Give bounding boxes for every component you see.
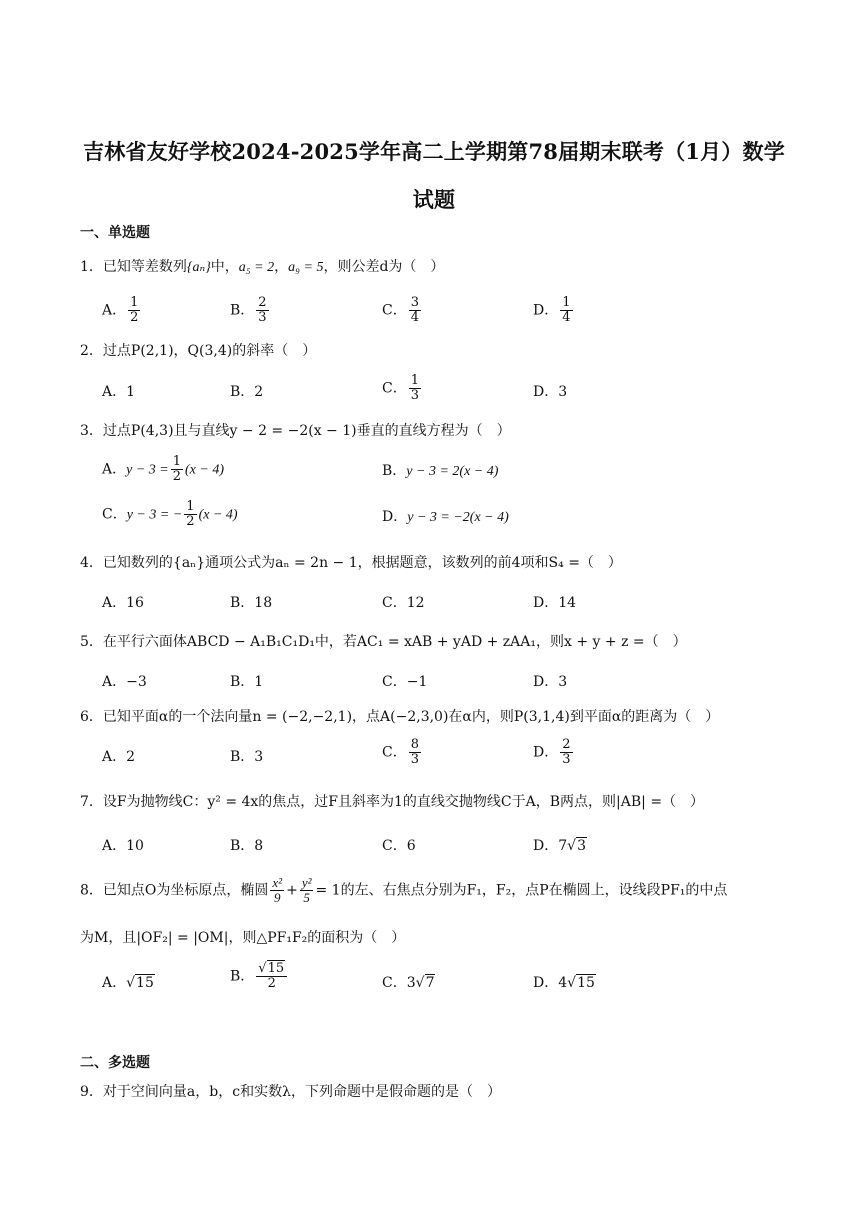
q2-option-a: A．1 [102, 384, 136, 400]
q7-option-d: D．7√3 [533, 838, 586, 854]
question-1: 1．已知等差数列{aₙ}中，a₅ = 2，a₉ = 5，则公差d为（ ） [80, 259, 445, 275]
exam-title: 吉林省友好学校2024-2025学年高二上学期第78届期末联考（1月）数学 [83, 139, 785, 164]
q6-option-d: D． $\frac{2}{3}$ [533, 737, 571, 767]
q8-option-d: D．4√15 [533, 975, 595, 991]
q5-option-b: B．1 [230, 674, 264, 690]
q6-option-b: B．3 [230, 749, 264, 765]
q7-option-b: B．8 [230, 838, 264, 854]
question-6: 6．已知平面α的一个法向量n = (−2,−2,1)，点A(−2,3,0)在α内，则P(3,1,4)到平面α的距离为（ ） [80, 709, 720, 725]
question-4: 4．已知数列的{aₙ}通项公式为aₙ = 2n − 1，根据题意，该数列的前4项和S₄ =（ ） [80, 555, 622, 571]
q2-option-b: B．2 [230, 384, 264, 400]
q8-option-a: A．√15 [102, 975, 154, 991]
q4-option-b: B．18 [230, 595, 273, 611]
q6-option-c: C． $\frac{8}{3}$ [382, 737, 419, 767]
q2-option-c: C． $\frac{1}{3}$ [382, 373, 419, 403]
exam-title-line2: 试题 [412, 187, 456, 212]
question-8-line2: 为M，且|OF₂| = |OM|，则△PF₁F₂的面积为（ ） [80, 930, 406, 946]
question-8: 8．已知点O为坐标原点，椭圆 $\frac{\text{x²}}{9}$ + $\frac{\text{y²}}{5}$ = 1的左、右焦点分别为F₁，F₂，点P在椭圆上，设线段PF₁的中点 [80, 875, 728, 905]
q3-option-c: C．y − 3 = − $\frac{1}{2}$ (x − 4) [102, 499, 238, 529]
question-7: 7．设F为抛物线C：y² = 4x的焦点，过F且斜率为1的直线交抛物线C于A，B两点，则|AB| =（ ） [80, 794, 705, 810]
question-5: 5．在平行六面体ABCD − A₁B₁C₁D₁中，若AC₁ = xAB + yAD + zAA₁，则x + y + z =（ ） [80, 634, 687, 650]
q8-option-c: C．3√7 [382, 975, 435, 991]
q1-option-b: B． $\frac{2}{3}$ [230, 295, 267, 325]
q8-option-b: B． $\frac{√15}{2}$ [230, 962, 289, 991]
q3-option-d: D．y − 3 = −2(x − 4) [382, 509, 509, 525]
q4-option-a: A．16 [102, 595, 144, 611]
q1-option-a: A． $\frac{1}{2}$ [102, 295, 139, 325]
q4-option-c: C．12 [382, 595, 425, 611]
q2-option-d: D．3 [533, 384, 568, 400]
section-single-choice: 一、单选题 [80, 225, 150, 241]
q1-option-d: D． $\frac{1}{4}$ [533, 295, 571, 325]
q5-option-d: D．3 [533, 674, 568, 690]
q1-option-c: C． $\frac{3}{4}$ [382, 295, 419, 325]
q5-option-c: C．−1 [382, 674, 428, 690]
question-3: 3．过点P(4,3)且与直线y − 2 = −2(x − 1)垂直的直线方程为（ ） [80, 423, 511, 439]
q5-option-a: A．−3 [102, 674, 147, 690]
question-2: 2．过点P(2,1)，Q(3,4)的斜率（ ） [80, 343, 317, 359]
section-multiple-choice: 二、多选题 [80, 1055, 150, 1071]
q6-option-a: A．2 [102, 749, 136, 765]
q7-option-a: A．10 [102, 838, 144, 854]
q4-option-d: D．14 [533, 595, 577, 611]
q7-option-c: C．6 [382, 838, 416, 854]
q3-option-a: A．y − 3 = $\frac{1}{2}$ (x − 4) [102, 454, 225, 484]
question-9: 9．对于空间向量a，b，c和实数λ，下列命题中是假命题的是（ ） [80, 1084, 501, 1100]
q3-option-b: B．y − 3 = 2(x − 4) [382, 463, 499, 479]
